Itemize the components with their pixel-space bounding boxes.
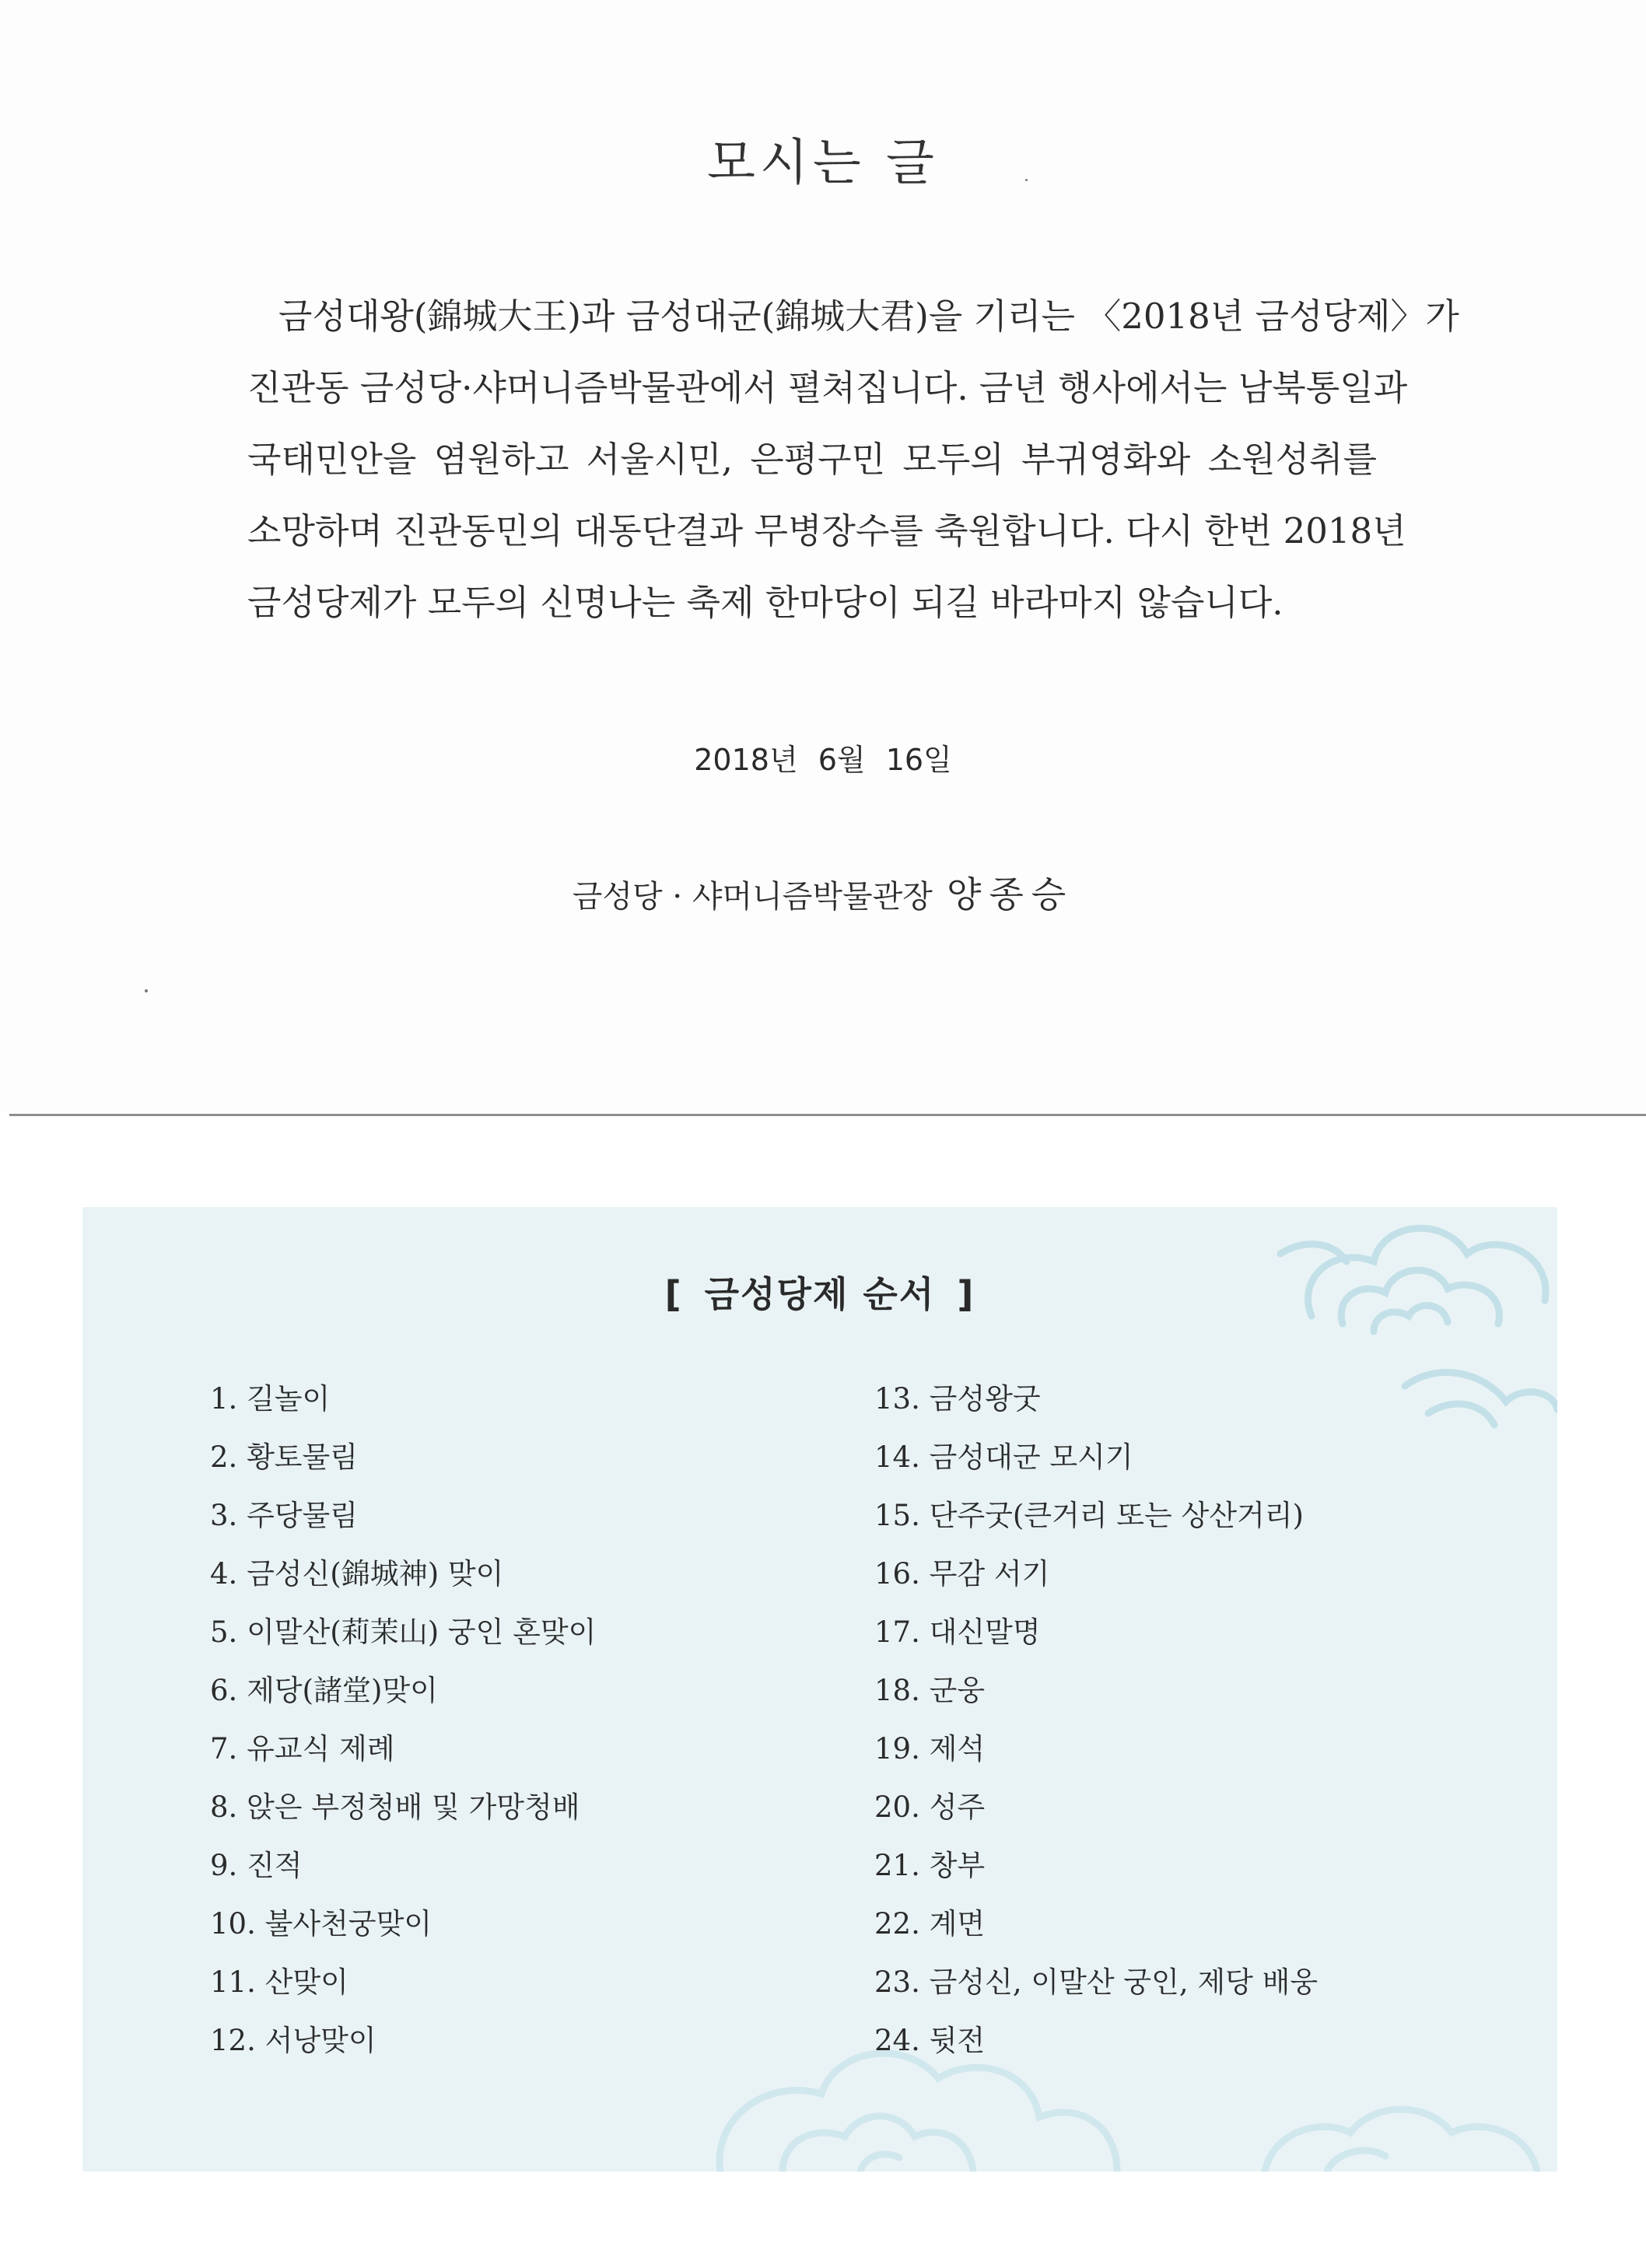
program-title [82, 1266, 1557, 1318]
program-item: 14. 금성대군 모시기 [874, 1440, 1133, 1474]
letter-signature [0, 866, 1646, 918]
program-item: 22. 계면 [874, 1907, 986, 1941]
program-item: 16. 무감 서기 [874, 1557, 1050, 1591]
program-item: 20. 성주 [874, 1790, 986, 1824]
program-item: 8. 앉은 부정청배 및 가망청배 [210, 1790, 580, 1824]
letter-line: 금성당제가 모두의 신명나는 축제 한마당이 되길 바라마지 않습니다. [247, 582, 1284, 623]
program-item: 3. 주당물림 [210, 1499, 359, 1532]
program-item: 11. 산맞이 [210, 1965, 348, 1999]
fold-divider [9, 1114, 1646, 1116]
signature-organization: 금성당 · 샤머니즘박물관장 [572, 879, 933, 915]
scan-speck [1025, 179, 1028, 181]
program-item: 24. 뒷전 [874, 2024, 986, 2057]
cloud-ornament-icon [1249, 1207, 1557, 1464]
letter-date: 2018년 6월 16일 [694, 743, 952, 777]
program-item: 7. 유교식 제례 [210, 1732, 395, 1766]
program-item: 19. 제석 [874, 1732, 986, 1766]
letter-line: 국태민안을 염원하고 서울시민, 은평구민 모두의 부귀영화와 소원성취를 [247, 439, 1377, 480]
letter-line: 금성대왕(錦城大王)과 금성대군(錦城大君)을 기리는 〈2018년 금성당제〉가 [278, 296, 1459, 337]
scan-speck [145, 989, 148, 992]
letter-line: 소망하며 진관동민의 대동단결과 무병장수를 축원합니다. 다시 한번 2018년 [247, 510, 1406, 551]
title-bracket-close: ] [957, 1273, 975, 1315]
program-item: 13. 금성왕굿 [874, 1382, 1041, 1416]
program-item: 21. 창부 [874, 1849, 986, 1882]
program-item: 5. 이말산(莉茉山) 궁인 혼맞이 [210, 1615, 597, 1649]
letter-line: 진관동 금성당·샤머니즘박물관에서 펼쳐집니다. 금년 행사에서는 남북통일과 [247, 367, 1408, 408]
program-item: 2. 황토물림 [210, 1440, 359, 1474]
program-item: 23. 금성신, 이말산 궁인, 제당 배웅 [874, 1965, 1319, 1999]
program-title-text: 금성당제 순서 [704, 1273, 936, 1315]
program-card [82, 1207, 1557, 2172]
program-item: 4. 금성신(錦城神) 맞이 [210, 1557, 504, 1591]
program-item: 15. 단주굿(큰거리 또는 상산거리) [874, 1499, 1304, 1532]
invitation-letter [0, 0, 1646, 1112]
signature-name: 양종승 [946, 873, 1074, 915]
program-item: 9. 진적 [210, 1849, 303, 1882]
program-item: 18. 군웅 [874, 1674, 986, 1707]
cloud-ornament-icon [627, 1985, 1557, 2172]
program-item: 10. 불사천궁맞이 [210, 1907, 433, 1941]
letter-title: 모시는 글 [707, 135, 939, 192]
title-bracket-open: [ [664, 1273, 683, 1315]
program-item: 6. 제당(諸堂)맞이 [210, 1674, 438, 1707]
program-item: 1. 길놀이 [210, 1382, 331, 1416]
program-item: 17. 대신말명 [874, 1615, 1041, 1649]
program-item: 12. 서낭맞이 [210, 2024, 376, 2057]
